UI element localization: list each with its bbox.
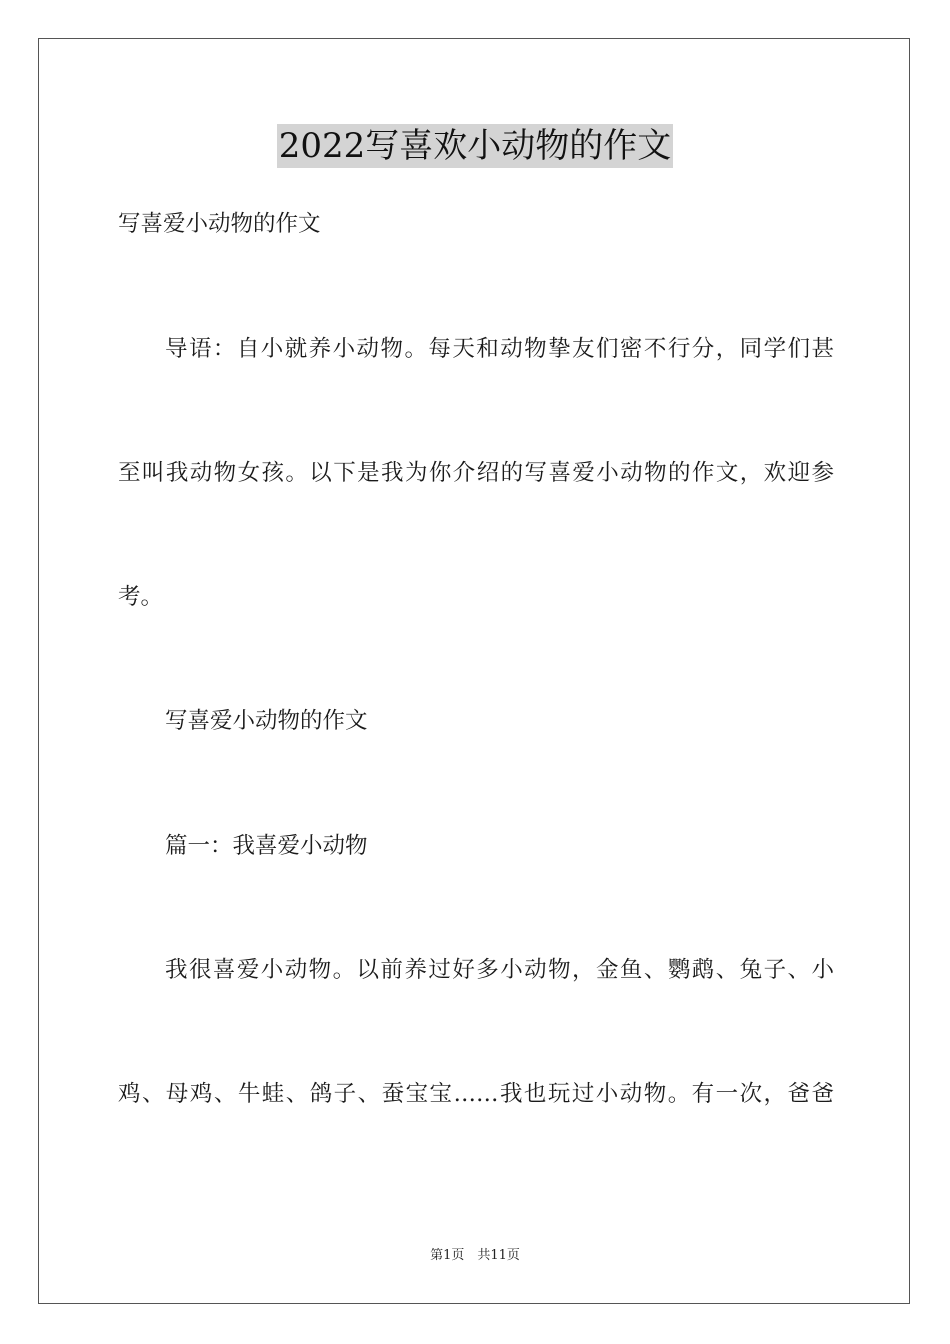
page-footer: 第1页 共11页 xyxy=(430,1248,520,1263)
paragraph-line-2: 至叫我动物女孩。以下是我为你介绍的写喜爱小动物的作文，欢迎参 xyxy=(118,460,834,486)
paragraph-line-3: 考。 xyxy=(118,584,164,610)
paragraph-line-4: 我很喜爱小动物。以前养过好多小动物，金鱼、鹦鹉、兔子、小 xyxy=(165,957,834,983)
document-title: 2022写喜欢小动物的作文 xyxy=(278,126,672,166)
paragraph-line-5: 鸡、母鸡、牛蛙、鸽子、蚕宝宝……我也玩过小动物。有一次，爸爸 xyxy=(118,1081,834,1107)
chapter-heading: 篇一：我喜爱小动物 xyxy=(165,833,368,859)
section-heading: 写喜爱小动物的作文 xyxy=(165,708,368,734)
subtitle: 写喜爱小动物的作文 xyxy=(118,211,321,237)
title-container xyxy=(0,124,950,168)
paragraph-line-1: 导语：自小就养小动物。每天和动物挚友们密不行分，同学们甚 xyxy=(165,336,834,362)
